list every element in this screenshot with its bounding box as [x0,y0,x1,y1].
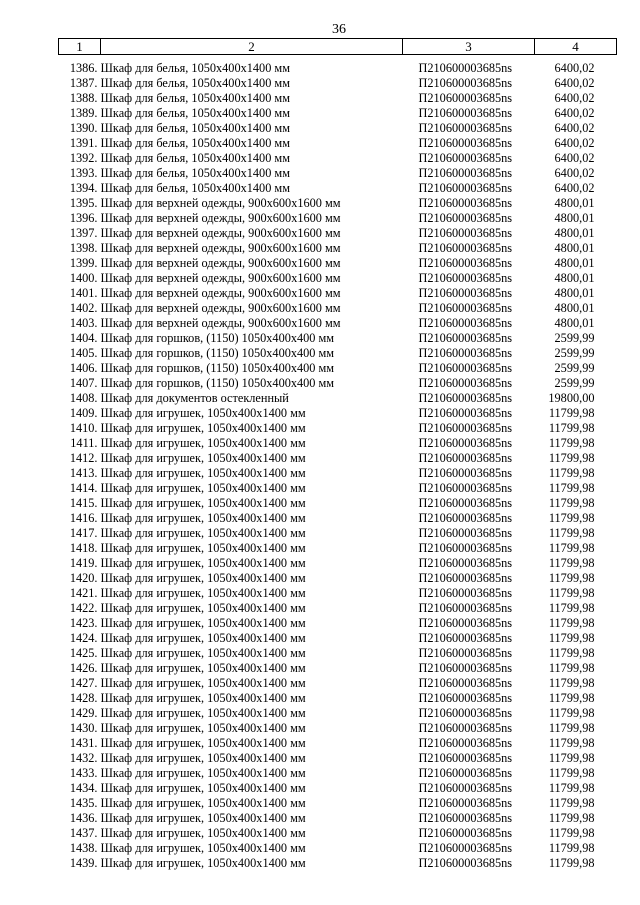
row-number: 1426. [69,661,98,675]
table-row [59,511,617,526]
item-code: П210600003685ns [418,301,513,315]
row-number: 1424. [69,631,98,645]
item-name: Шкаф для горшков, (1150) 1050х400х400 мм [100,346,335,360]
item-name: Шкаф для игрушек, 1050х400х1400 мм [100,616,306,630]
item-code: П210600003685ns [418,181,513,195]
table-row [59,136,617,151]
table-row [59,271,617,286]
table-row [59,781,617,796]
item-name: Шкаф для верхней одежды, 900х600х1600 мм [100,271,341,285]
item-price: 11799,98 [548,826,595,840]
table-row [59,556,617,571]
item-code: П210600003685ns [418,781,513,795]
item-code: П210600003685ns [418,166,513,180]
row-number: 1427. [69,676,98,690]
item-name: Шкаф для игрушек, 1050х400х1400 мм [100,646,306,660]
item-name: Шкаф для верхней одежды, 900х600х1600 мм [100,301,341,315]
table-row [59,496,617,511]
header-row [59,39,617,55]
table-row [59,361,617,376]
item-name: Шкаф для белья, 1050х400х1400 мм [100,136,290,150]
item-code: П210600003685ns [418,631,513,645]
item-code: П210600003685ns [418,436,513,450]
table-row [59,616,617,631]
table-row [59,811,617,826]
item-name: Шкаф для белья, 1050х400х1400 мм [100,106,290,120]
item-name: Шкаф для игрушек, 1050х400х1400 мм [100,811,306,825]
item-price: 11799,98 [548,496,595,510]
item-name: Шкаф для игрушек, 1050х400х1400 мм [100,796,306,810]
column-header-3: 3 [403,39,535,55]
row-number: 1422. [69,601,98,615]
table-row [59,196,617,211]
table-row [59,451,617,466]
row-number: 1439. [69,856,98,870]
item-price: 6400,02 [554,166,595,180]
item-price: 4800,01 [554,211,595,225]
item-price: 11799,98 [548,556,595,570]
item-name: Шкаф для белья, 1050х400х1400 мм [100,151,290,165]
row-number: 1413. [69,466,98,480]
item-price: 11799,98 [548,421,595,435]
table-row [59,526,617,541]
row-number: 1433. [69,766,98,780]
row-number: 1402. [69,301,98,315]
row-number: 1411. [70,436,98,450]
row-number: 1403. [69,316,98,330]
table-row [59,631,617,646]
item-price: 11799,98 [548,586,595,600]
item-name: Шкаф для игрушек, 1050х400х1400 мм [100,706,306,720]
row-number: 1414. [69,481,98,495]
item-code: П210600003685ns [418,811,513,825]
table-row [59,55,617,77]
item-code: П210600003685ns [418,541,513,555]
item-code: П210600003685ns [418,496,513,510]
item-name: Шкаф для игрушек, 1050х400х1400 мм [100,436,306,450]
item-code: П210600003685ns [418,511,513,525]
row-number: 1421. [69,586,98,600]
table-row [59,391,617,406]
row-number: 1391. [69,136,98,150]
row-number: 1430. [69,721,98,735]
row-number: 1392. [69,151,98,165]
item-code: П210600003685ns [418,796,513,810]
item-price: 6400,02 [554,181,595,195]
row-number: 1394. [69,181,98,195]
item-price: 4800,01 [554,286,595,300]
item-price: 11799,98 [548,406,595,420]
item-code: П210600003685ns [418,391,513,405]
item-code: П210600003685ns [418,76,513,90]
item-name: Шкаф для верхней одежды, 900х600х1600 мм [100,256,341,270]
row-number: 1429. [69,706,98,720]
table-row [59,541,617,556]
item-name: Шкаф для игрушек, 1050х400х1400 мм [100,631,306,645]
item-code: П210600003685ns [418,661,513,675]
item-name: Шкаф для игрушек, 1050х400х1400 мм [100,856,306,870]
item-price: 11799,98 [548,796,595,810]
item-name: Шкаф для белья, 1050х400х1400 мм [100,181,290,195]
row-number: 1387. [69,76,98,90]
row-number: 1437. [69,826,98,840]
item-code: П210600003685ns [418,556,513,570]
table-row [59,601,617,616]
row-number: 1396. [69,211,98,225]
item-price: 4800,01 [554,256,595,270]
item-name: Шкаф для игрушек, 1050х400х1400 мм [100,781,306,795]
item-price: 11799,98 [548,721,595,735]
item-price: 6400,02 [554,91,595,105]
item-price: 11799,98 [548,571,595,585]
item-code: П210600003685ns [418,646,513,660]
item-price: 2599,99 [554,331,595,345]
item-code: П210600003685ns [418,601,513,615]
item-name: Шкаф для игрушек, 1050х400х1400 мм [100,481,306,495]
item-code: П210600003685ns [418,616,513,630]
row-number: 1438. [69,841,98,855]
column-header-4: 4 [535,39,617,55]
table-row [59,346,617,361]
page-number: 36 [332,22,346,37]
table-row [59,691,617,706]
item-name: Шкаф для горшков, (1150) 1050х400х400 мм [100,376,335,390]
row-number: 1395. [69,196,98,210]
row-number: 1416. [69,511,98,525]
item-code: П210600003685ns [418,256,513,270]
item-name: Шкаф для горшков, (1150) 1050х400х400 мм [100,361,335,375]
item-code: П210600003685ns [418,481,513,495]
item-code: П210600003685ns [418,586,513,600]
item-name: Шкаф для игрушек, 1050х400х1400 мм [100,571,306,585]
table-row [59,571,617,586]
table-row [59,241,617,256]
item-code: П210600003685ns [418,721,513,735]
item-name: Шкаф для игрушек, 1050х400х1400 мм [100,511,306,525]
item-code: П210600003685ns [418,121,513,135]
item-code: П210600003685ns [418,316,513,330]
table-row [59,751,617,766]
item-name: Шкаф для игрушек, 1050х400х1400 мм [100,406,306,420]
row-number: 1435. [69,796,98,810]
item-price: 11799,98 [548,646,595,660]
item-code: П210600003685ns [418,526,513,540]
row-number: 1417. [69,526,98,540]
item-price: 11799,98 [548,436,595,450]
item-price: 11799,98 [548,751,595,765]
table-row [59,121,617,136]
row-number: 1393. [69,166,98,180]
item-price: 11799,98 [548,781,595,795]
row-number: 1434. [69,781,98,795]
row-number: 1398. [69,241,98,255]
row-number: 1431. [69,736,98,750]
item-code: П210600003685ns [418,826,513,840]
table-row [59,406,617,421]
item-price: 11799,98 [548,856,595,870]
item-price: 11799,98 [548,631,595,645]
item-code: П210600003685ns [418,751,513,765]
item-code: П210600003685ns [418,346,513,360]
row-number: 1432. [69,751,98,765]
item-code: П210600003685ns [418,271,513,285]
item-code: П210600003685ns [418,676,513,690]
item-code: П210600003685ns [418,286,513,300]
row-number: 1404. [69,331,98,345]
item-code: П210600003685ns [418,736,513,750]
item-price: 4800,01 [554,241,595,255]
row-number: 1397. [69,226,98,240]
table-row [59,436,617,451]
item-name: Шкаф для верхней одежды, 900х600х1600 мм [100,211,341,225]
item-price: 11799,98 [548,766,595,780]
table-row [59,316,617,331]
table-row [59,376,617,391]
table-row [59,856,617,871]
item-price: 2599,99 [554,346,595,360]
item-code: П210600003685ns [418,571,513,585]
inventory-table [58,38,617,871]
table-header [59,39,617,55]
item-name: Шкаф для игрушек, 1050х400х1400 мм [100,676,306,690]
item-price: 4800,01 [554,196,595,210]
item-code: П210600003685ns [418,106,513,120]
table-row [59,706,617,721]
item-code: П210600003685ns [418,331,513,345]
item-name: Шкаф для верхней одежды, 900х600х1600 мм [100,196,341,210]
table-row [59,331,617,346]
item-price: 6400,02 [554,61,595,75]
table-row [59,286,617,301]
item-price: 11799,98 [548,526,595,540]
row-number: 1406. [69,361,98,375]
item-code: П210600003685ns [418,151,513,165]
item-code: П210600003685ns [418,466,513,480]
item-name: Шкаф для горшков, (1150) 1050х400х400 мм [100,331,335,345]
table-row [59,481,617,496]
item-name: Шкаф для игрушек, 1050х400х1400 мм [100,451,306,465]
table-row [59,256,617,271]
item-name: Шкаф для игрушек, 1050х400х1400 мм [100,721,306,735]
table-row [59,106,617,121]
item-name: Шкаф для игрушек, 1050х400х1400 мм [100,826,306,840]
table-row [59,646,617,661]
item-price: 11799,98 [548,661,595,675]
item-name: Шкаф для верхней одежды, 900х600х1600 мм [100,241,341,255]
item-price: 11799,98 [548,691,595,705]
item-name: Шкаф для игрушек, 1050х400х1400 мм [100,601,306,615]
item-name: Шкаф для белья, 1050х400х1400 мм [100,76,290,90]
item-price: 2599,99 [554,361,595,375]
table-row [59,301,617,316]
item-name: Шкаф для игрушек, 1050х400х1400 мм [100,526,306,540]
item-price: 11799,98 [548,541,595,555]
item-name: Шкаф для игрушек, 1050х400х1400 мм [100,751,306,765]
row-number: 1389. [69,106,98,120]
item-price: 6400,02 [554,136,595,150]
table-row [59,736,617,751]
item-code: П210600003685ns [418,136,513,150]
row-number: 1407. [69,376,98,390]
row-number: 1388. [69,91,98,105]
item-code: П210600003685ns [418,211,513,225]
item-name: Шкаф для игрушек, 1050х400х1400 мм [100,736,306,750]
item-code: П210600003685ns [418,856,513,870]
table-row [59,676,617,691]
table-row [59,91,617,106]
item-price: 11799,98 [548,676,595,690]
item-name: Шкаф для белья, 1050х400х1400 мм [100,61,290,75]
item-price: 11799,98 [548,481,595,495]
item-code: П210600003685ns [418,61,513,75]
table-row [59,661,617,676]
item-code: П210600003685ns [418,226,513,240]
row-number: 1418. [69,541,98,555]
item-code: П210600003685ns [418,91,513,105]
item-name: Шкаф для документов остекленный [100,391,289,405]
row-number: 1410. [69,421,98,435]
item-price: 6400,02 [554,76,595,90]
row-number: 1386. [69,61,98,75]
table-row [59,826,617,841]
item-price: 6400,02 [554,151,595,165]
item-name: Шкаф для белья, 1050х400х1400 мм [100,121,290,135]
item-code: П210600003685ns [418,241,513,255]
item-price: 11799,98 [548,736,595,750]
column-header-1: 1 [59,39,101,55]
item-price: 11799,98 [548,511,595,525]
item-price: 4800,01 [554,271,595,285]
row-number: 1412. [69,451,98,465]
table-row [59,226,617,241]
item-price: 4800,01 [554,226,595,240]
item-price: 4800,01 [554,301,595,315]
table-row [59,466,617,481]
table-row [59,796,617,811]
item-name: Шкаф для игрушек, 1050х400х1400 мм [100,766,306,780]
table-row [59,181,617,196]
item-price: 4800,01 [554,316,595,330]
table-row [59,841,617,856]
item-price: 6400,02 [554,106,595,120]
item-code: П210600003685ns [418,421,513,435]
item-code: П210600003685ns [418,766,513,780]
item-code: П210600003685ns [418,691,513,705]
item-code: П210600003685ns [418,451,513,465]
table-body [59,55,617,872]
item-code: П210600003685ns [418,406,513,420]
item-price: 6400,02 [554,121,595,135]
row-number: 1400. [69,271,98,285]
table-row [59,721,617,736]
item-name: Шкаф для верхней одежды, 900х600х1600 мм [100,226,341,240]
table-row [59,151,617,166]
item-code: П210600003685ns [418,376,513,390]
row-number: 1420. [69,571,98,585]
row-number: 1419. [69,556,98,570]
item-name: Шкаф для игрушек, 1050х400х1400 мм [100,556,306,570]
table-row [59,211,617,226]
item-name: Шкаф для верхней одежды, 900х600х1600 мм [100,316,341,330]
table-row [59,586,617,601]
item-price: 11799,98 [548,451,595,465]
item-name: Шкаф для игрушек, 1050х400х1400 мм [100,841,306,855]
item-code: П210600003685ns [418,361,513,375]
item-name: Шкаф для игрушек, 1050х400х1400 мм [100,586,306,600]
item-price: 11799,98 [548,811,595,825]
item-price: 2599,99 [554,376,595,390]
item-name: Шкаф для игрушек, 1050х400х1400 мм [100,496,306,510]
row-number: 1436. [69,811,98,825]
row-number: 1423. [69,616,98,630]
item-price: 11799,98 [548,616,595,630]
row-number: 1399. [69,256,98,270]
row-number: 1390. [69,121,98,135]
item-name: Шкаф для белья, 1050х400х1400 мм [100,166,290,180]
item-price: 11799,98 [548,706,595,720]
row-number: 1415. [69,496,98,510]
table-row [59,76,617,91]
table-row [59,421,617,436]
row-number: 1408. [69,391,98,405]
item-name: Шкаф для верхней одежды, 900х600х1600 мм [100,286,341,300]
row-number: 1405. [69,346,98,360]
column-header-2: 2 [101,39,403,55]
item-name: Шкаф для игрушек, 1050х400х1400 мм [100,661,306,675]
item-name: Шкаф для игрушек, 1050х400х1400 мм [100,466,306,480]
table-row [59,766,617,781]
row-number: 1428. [69,691,98,705]
row-number: 1401. [69,286,98,300]
item-name: Шкаф для игрушек, 1050х400х1400 мм [100,691,306,705]
item-name: Шкаф для игрушек, 1050х400х1400 мм [100,541,306,555]
item-price: 11799,98 [548,466,595,480]
item-name: Шкаф для игрушек, 1050х400х1400 мм [100,421,306,435]
item-code: П210600003685ns [418,841,513,855]
item-price: 11799,98 [548,841,595,855]
table-row [59,166,617,181]
row-number: 1425. [69,646,98,660]
row-number: 1409. [69,406,98,420]
item-price: 19800,00 [548,391,595,405]
item-name: Шкаф для белья, 1050х400х1400 мм [100,91,290,105]
item-code: П210600003685ns [418,196,513,210]
item-code: П210600003685ns [418,706,513,720]
item-price: 11799,98 [548,601,595,615]
